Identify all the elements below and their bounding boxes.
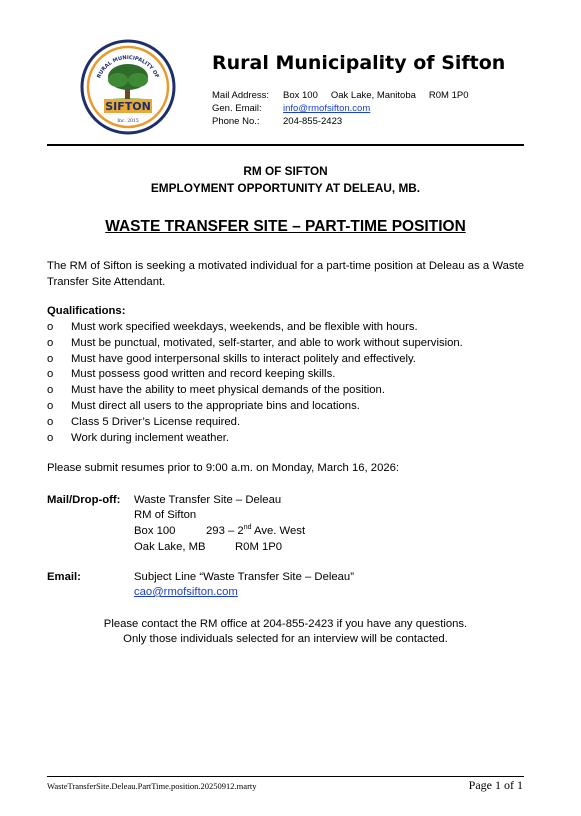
gen-email-link[interactable]: info@rmofsifton.com [283,103,371,114]
list-item: o Must work specified weekdays, weekends, and be flexible with hours. [47,320,463,336]
list-item: o Work during inclement weather. [47,431,463,447]
bullet: o [47,431,54,444]
mail-line2: RM of Sifton [134,509,197,521]
mail-postal-line: R0M 1P0 [235,541,283,553]
mail-box: Box 100 [283,90,318,101]
bullet: o [47,352,54,365]
posting-line2: EMPLOYMENT OPPORTUNITY AT DELEAU, MB. [150,181,421,195]
deadline-text: Please submit resumes prior to 9:00 a.m. on Monday, March 16, 2026: [47,462,400,474]
gen-email-label: Gen. Email: [212,103,262,114]
footer-divider [47,776,524,777]
closing-line2: Only those individuals selected for an interview will be contacted. [123,633,448,645]
list-item: o Must direct all users to the appropriate bins and locations. [47,399,463,415]
list-item: o Must have the ability to meet physical demands of the position. [47,383,463,399]
phone-label: Phone No.: [212,116,260,127]
bullet: o [47,321,54,333]
mail-street-line: 293 – 2nd Ave. West [206,524,306,537]
qualifications-list [47,320,463,446]
qualifications-heading: Qualifications: [47,305,126,317]
page-number: Page 1 of 1 [468,778,523,792]
bullet: o [47,415,54,428]
logo-top-text: RURAL MUNICIPALITY OF [96,54,160,80]
gen-email-row [212,103,370,114]
bullet: o [47,336,54,349]
mail-city: Oak Lake, Manitoba [330,90,416,101]
list-item: o Class 5 Driver’s License required. [47,415,463,431]
mail-box-line: Box 100 [134,525,176,537]
footer-filename: WasteTransferSite.Deleau.PartTime.position.20250912.marty [47,781,257,791]
mail-address-label: Mail Address: [212,90,270,101]
closing-line1: Please contact the RM office at 204-855-2423 if you have any questions. [103,618,468,630]
intro-paragraph: The RM of Sifton is seeking a motivated individual for a part-time position at Deleau as a Waste Transfer Site Attendant. [47,260,524,288]
email-subject: Subject Line “Waste Transfer Site – Deleau” [134,571,354,583]
mail-address-row [212,90,469,101]
email-label: Email: [47,571,81,583]
email-address-link[interactable]: cao@rmofsifton.com [134,586,238,598]
list-item: o Must have good interpersonal skills to interact politely and effectively. [47,352,463,368]
org-name: Rural Municipality of Sifton [212,52,506,74]
logo-name: SIFTON [105,100,151,113]
mail-dropoff-label: Mail/Drop-off: [47,494,121,506]
list-item: o Must possess good written and record keeping skills. [47,367,463,383]
bullet: o [47,368,54,381]
list-item: o Must be punctual, motivated, self-starter, and able to work without supervision. [47,336,463,352]
phone-row [212,116,342,127]
municipality-logo [80,39,176,135]
bullet: o [47,399,54,412]
posting-title: WASTE TRANSFER SITE – PART-TIME POSITION [105,218,466,235]
mail-postal: R0M 1P0 [428,90,469,101]
mail-line1: Waste Transfer Site – Deleau [134,494,282,506]
logo-inc: Inc. 2015 [117,119,139,124]
phone-value: 204-855-2423 [283,116,343,127]
posting-line1: RM OF SIFTON [243,164,328,178]
bullet: o [47,384,54,397]
header-divider [47,144,524,146]
mail-city-line: Oak Lake, MB [134,541,206,553]
